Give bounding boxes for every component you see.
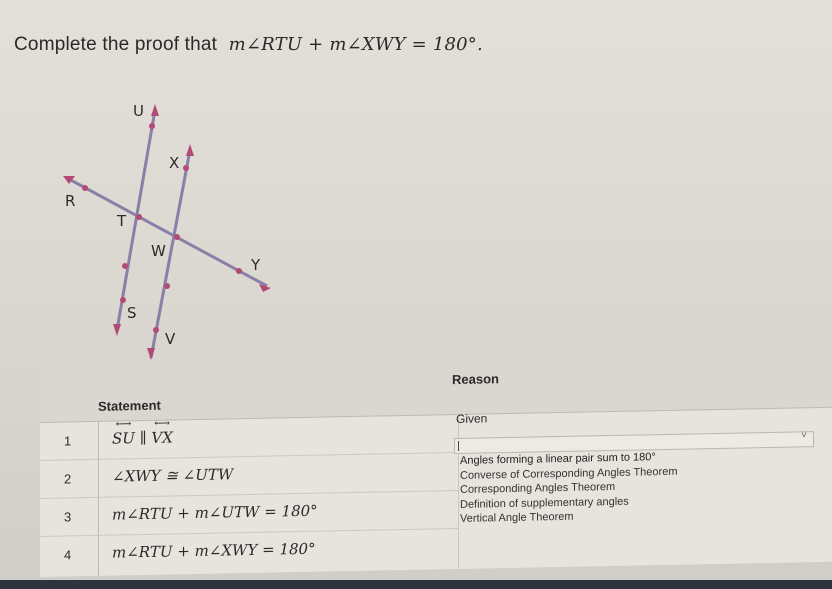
ray-su: ⟷ SU	[112, 429, 135, 447]
geometry-figure	[55, 90, 295, 360]
dropdown-options	[460, 450, 677, 527]
point-mid-right	[164, 283, 170, 289]
figure-svg	[55, 90, 295, 360]
point-x	[183, 165, 189, 171]
statement-2: ∠XWY ≅ ∠UTW	[112, 465, 234, 486]
parallel-symbol: ∥	[134, 428, 152, 448]
row-number: 4	[64, 547, 72, 563]
option-converse-corresponding[interactable]: Converse of Corresponding Angles Theorem	[460, 465, 678, 482]
point-y	[236, 268, 242, 274]
option-supplementary[interactable]: Definition of supplementary angles	[460, 495, 629, 511]
point-u	[149, 123, 155, 129]
statement-4: m∠RTU + m∠XWY = 180°	[112, 539, 316, 562]
row-number: 1	[64, 433, 72, 449]
point-r	[82, 185, 88, 191]
table-row-4	[40, 528, 458, 574]
proof-table	[40, 357, 832, 577]
option-linear-pair[interactable]: Angles forming a linear pair sum to 180°	[460, 451, 656, 467]
label-w: W	[151, 242, 166, 260]
ray-vx: ⟷ VX	[151, 428, 173, 446]
statement-1	[112, 428, 173, 447]
proof-prompt	[14, 34, 483, 56]
arrow-s	[113, 324, 121, 336]
label-r: R	[65, 192, 76, 210]
prompt-text: Complete the proof that	[14, 34, 218, 55]
point-v	[153, 327, 159, 333]
label-s: S	[127, 304, 137, 322]
label-u: U	[133, 102, 144, 120]
label-x: X	[169, 154, 180, 172]
point-t	[136, 214, 142, 220]
prompt-math: m∠RTU + m∠XWY = 180°.	[228, 34, 483, 55]
arrow-v	[147, 348, 155, 360]
label-y: Y	[251, 256, 261, 274]
text-cursor	[458, 441, 459, 451]
row-number: 2	[64, 471, 72, 487]
reason-1: Given	[456, 411, 488, 427]
point-mid-left	[122, 263, 128, 269]
bottom-bar	[0, 580, 832, 589]
chevron-down-icon[interactable]: ˅	[801, 430, 807, 442]
arrow-u	[151, 104, 159, 116]
option-vertical-angle[interactable]: Vertical Angle Theorem	[460, 510, 574, 525]
row-number: 3	[64, 509, 72, 525]
label-t: T	[117, 212, 127, 230]
option-corresponding-angles[interactable]: Corresponding Angles Theorem	[460, 480, 616, 496]
arrow-x	[186, 144, 194, 156]
table-header-row	[40, 357, 832, 423]
statement-3: m∠RTU + m∠UTW = 180°	[112, 501, 318, 524]
label-v: V	[165, 330, 176, 348]
statement-header: Statement	[98, 397, 161, 414]
point-w	[174, 234, 180, 240]
point-s	[120, 297, 126, 303]
reason-header: Reason	[452, 371, 499, 388]
